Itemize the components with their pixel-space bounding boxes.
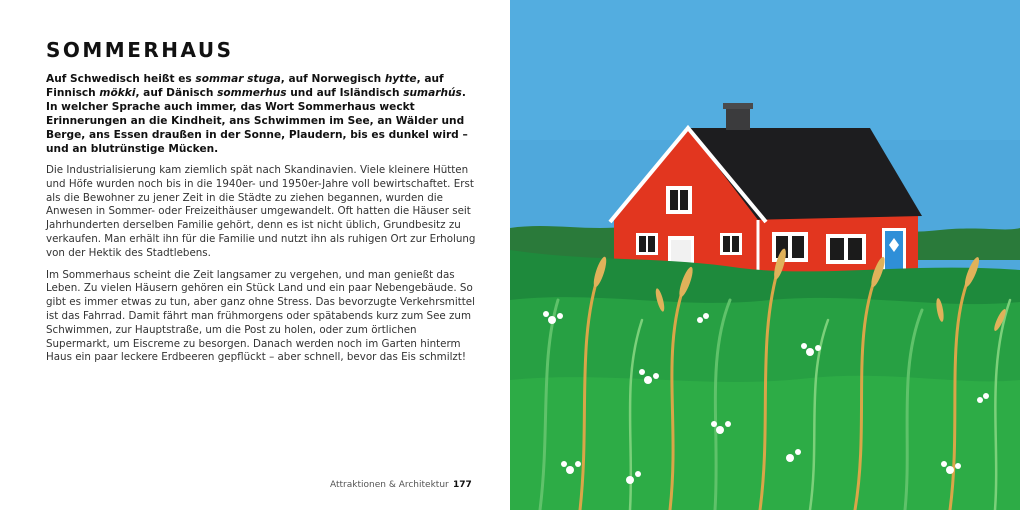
footer-section-label: Attraktionen & Architektur [330,480,449,490]
page-title: SOMMERHAUS [46,38,234,62]
intro-paragraph: Auf Schwedisch heißt es sommar stuga, auf Norwegisch hytte, auf Finnisch mökki, auf Dänisch sommerhus und auf Isländisch sumarhús. In welcher Sprache auch immer, das Wort Sommerhaus weckt Erinnerungen an die Kindheit, ans Schwimmen im See, an Wälder und Berge, ans Essen draußen in der Sonne, Plaudern, bis es dunkel wird – und an blutrünstige Mücken. [46,73,468,155]
side-window-1 [772,232,808,262]
front-window-right [720,233,742,255]
chimney [726,106,750,130]
page-number: 177 [453,480,472,490]
illustration-page [510,0,1020,510]
summer-house-illustration [510,0,1020,510]
front-window-left [636,233,658,255]
body-paragraph-2: Im Sommerhaus scheint die Zeit langsamer zu vergehen, und man genießt das Leben. Zu vielen Häusern gehören ein Stück Land und ein paar Nebengebäude. So gibt es immer etwas zu tun, aber ganz ohne Stress. Das bevorzugte Verkehrsmittel ist das Fahrrad. Damit fährt man frühmorgens oder spätabends kurz zum See zum Schwimmen, zur Hauptstraße, um die Post zu holen, oder zum örtlichen Supermarkt, um Eiscreme zu besorgen. Danach werden noch im Garten hinterm Haus ein paar leckere Erdbeeren gepflückt – aber schnell, bevor das Eis schmilzt! [46,268,475,364]
side-window-2 [826,234,866,264]
article-body [46,72,476,373]
gable-window [666,186,692,214]
body-paragraph-1: Die Industrialisierung kam ziemlich spät nach Skandinavien. Viele kleinere Hütten und Höfe wurden noch bis in die 1940er- und 1950er-Jahre voll bewirtschaftet. Erst als die Bewohner zu jener Zeit in die Städte zu ziehen begannen, wurden die Anwesen in Sommer- oder Freizeithäuser umgewandelt. Oft hatten die Häuser seit Jahrhunderten derselben Familie gehört, denn es ist nicht üblich, Grundbesitz zu verkaufen. Man erhält ihn für die Familie und nutzt ihn als ruhigen Ort zur Erholung von der Hektik des Stadtlebens. [46,164,476,259]
